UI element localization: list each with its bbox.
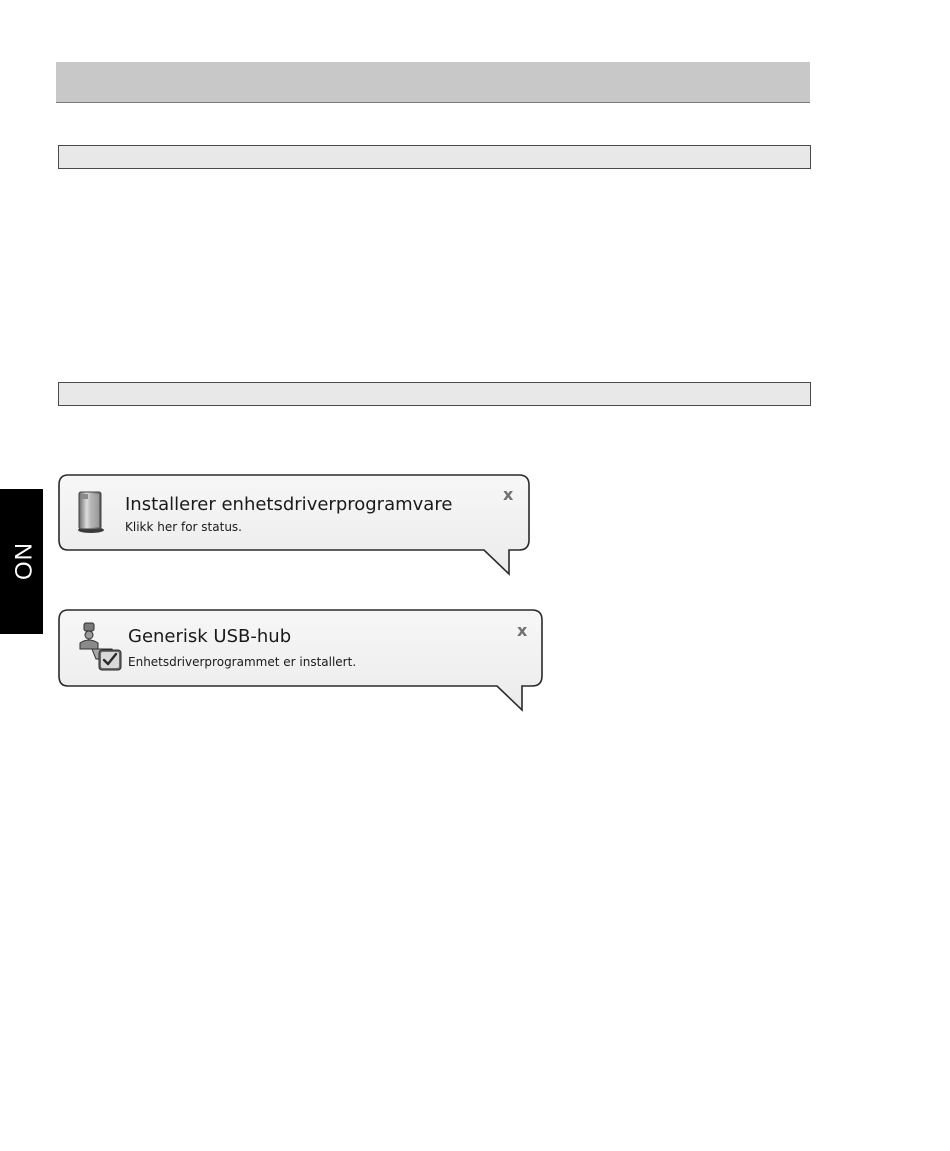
notification-message: Enhetsdriverprogrammet er installert. [128,655,357,669]
notification-usb-hub[interactable] [58,609,546,713]
language-tab-label: NO [8,542,36,581]
page-header-bar [56,62,810,103]
language-tab [0,489,43,634]
close-icon[interactable]: x [503,485,514,504]
section-bar-2 [58,382,811,406]
close-icon[interactable]: x [517,621,528,640]
notification-message: Klikk her for status. [125,520,242,534]
section-bar-1 [58,145,811,169]
notification-installing[interactable] [58,474,533,578]
notification-title: Generisk USB-hub [128,626,292,647]
notification-title: Installerer enhetsdriverprogramvare [125,494,453,515]
